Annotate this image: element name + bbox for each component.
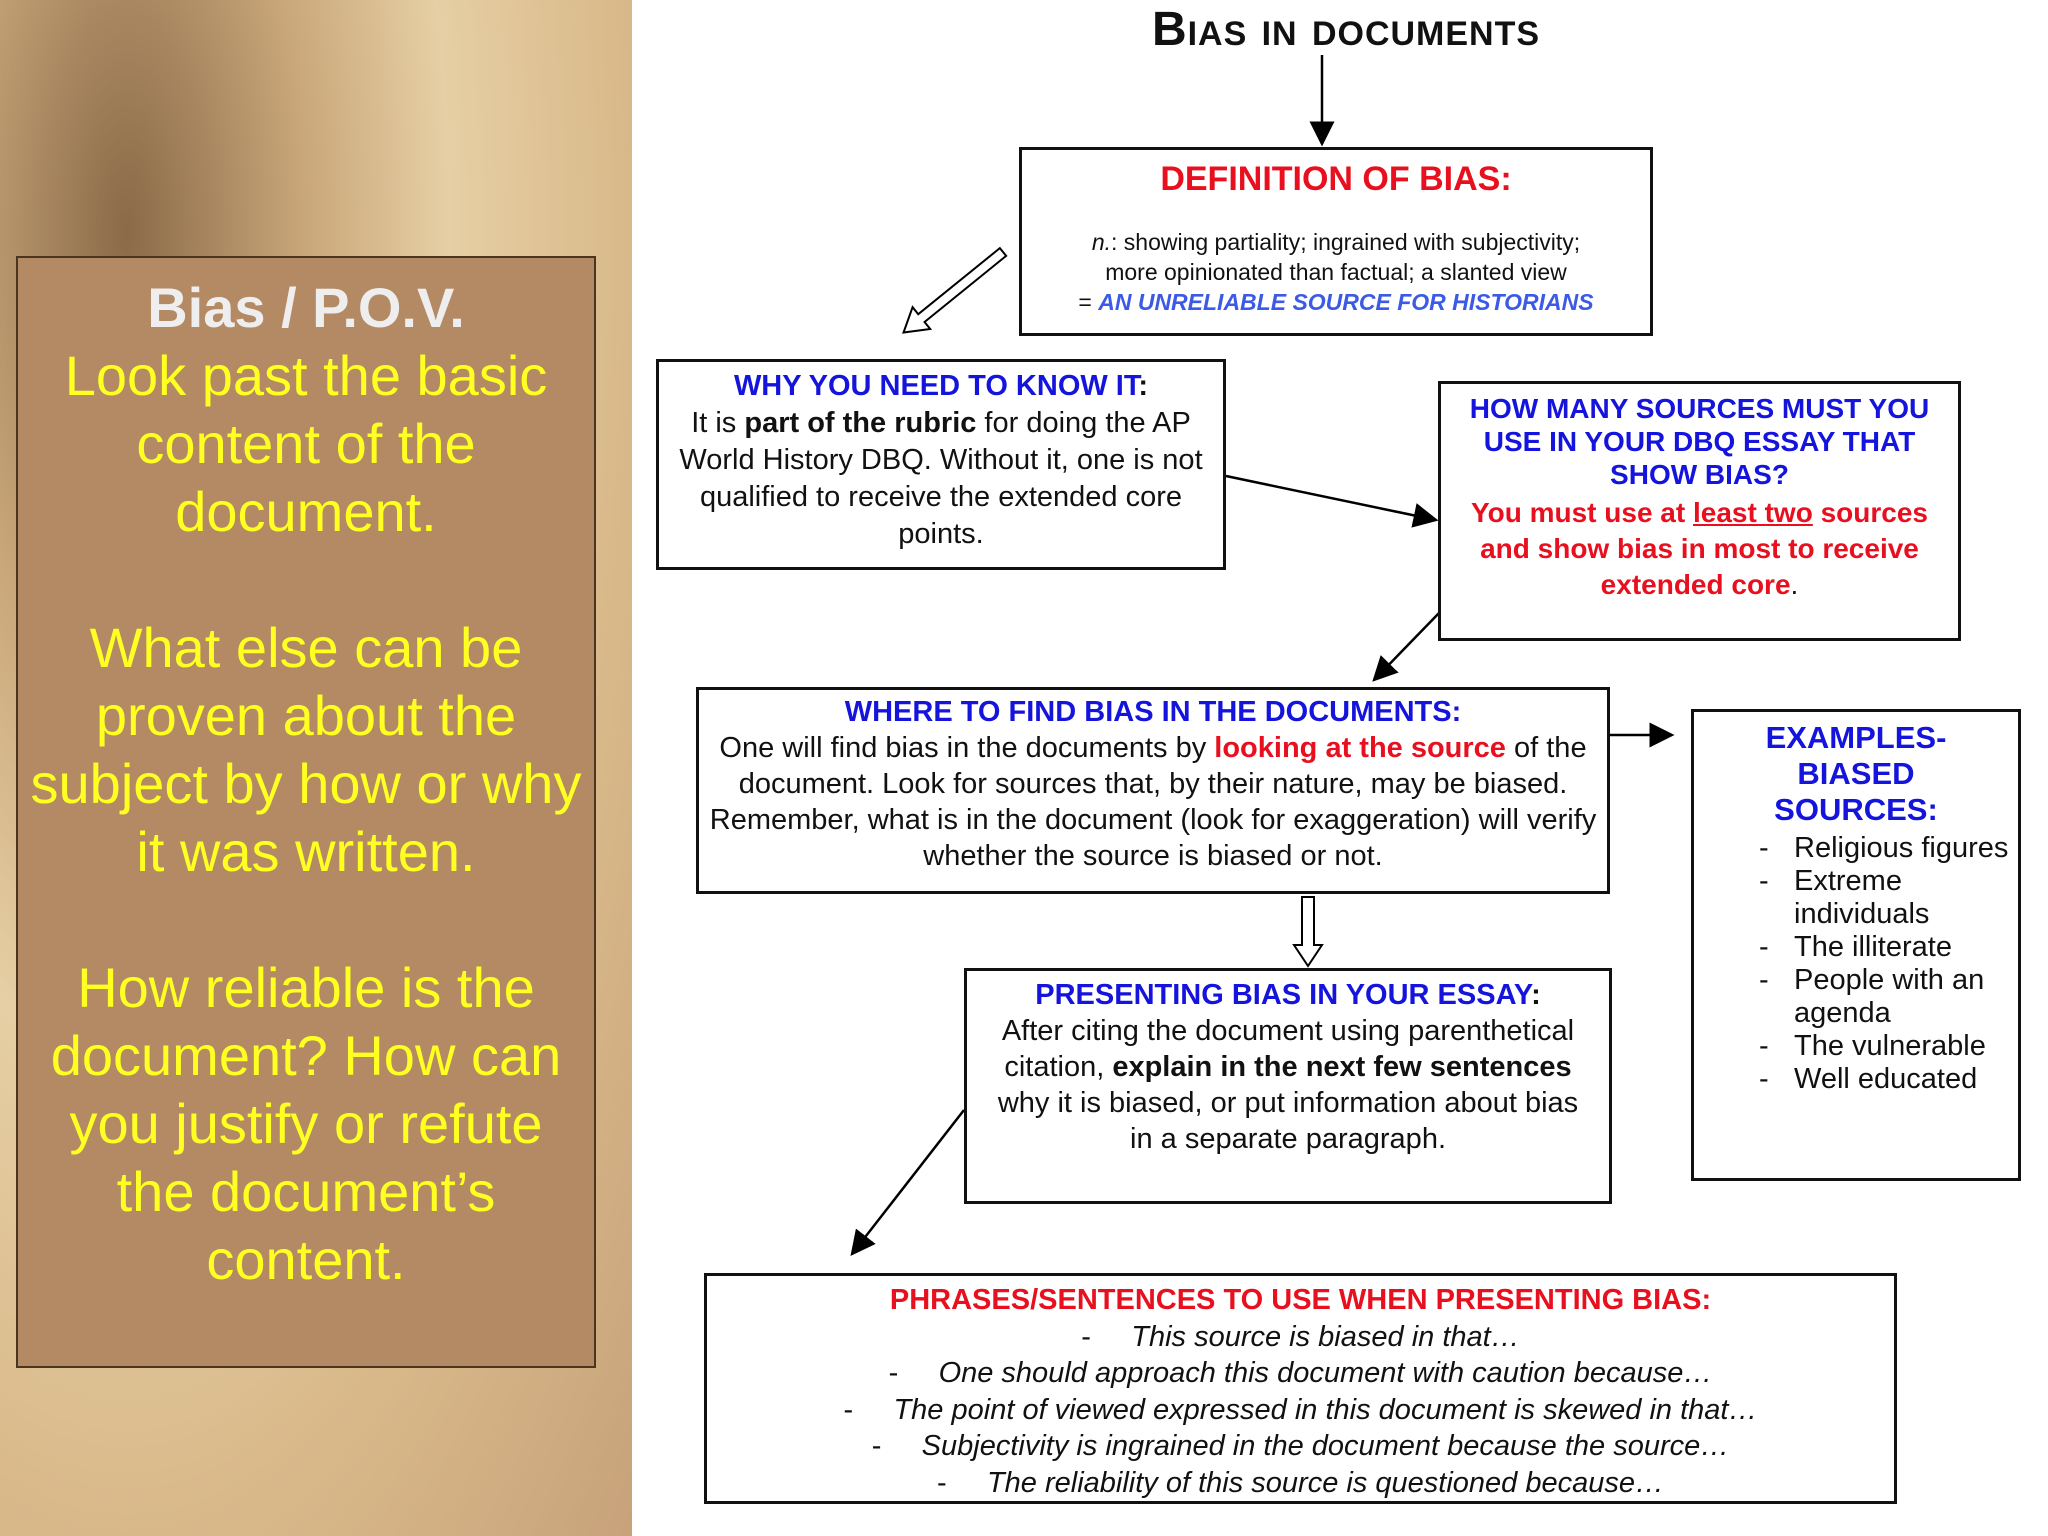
bullet-dash: - [1759, 931, 1769, 963]
panel-text-3: How reliable is the document? How can you justify or refute the document’s content. [50, 956, 562, 1291]
example-text: The illiterate [1794, 931, 1952, 963]
where-text-2: of the document. Look for sources that, by their nature, may be biased. Remember, what is in the document (look for exaggeration) will verify whether the source is biased or not. [709, 732, 1597, 872]
phrase-text: The point of viewed expressed in this document is skewed in that… [893, 1393, 1758, 1426]
bullet-dash: - [871, 1430, 922, 1462]
example-item [1694, 1063, 2018, 1096]
where-box [696, 687, 1610, 894]
bullet-dash: - [937, 1466, 987, 1499]
arrow-why-to-howmany [1226, 476, 1436, 520]
phrase-text: One should approach this document with caution because… [938, 1357, 1713, 1389]
bullet-dash: - [888, 1357, 939, 1389]
definition-box [1019, 147, 1653, 336]
phrase-text: The reliability of this source is questioned because… [986, 1466, 1664, 1499]
example-item [1694, 1030, 2018, 1063]
bullet-dash: - [1759, 1030, 1769, 1062]
phrase-item [707, 1428, 1894, 1465]
example-text: Religious figures [1794, 832, 2009, 864]
why-heading: WHY YOU NEED TO KNOW IT [733, 370, 1139, 402]
examples-heading: EXAMPLES- BIASED SOURCES: [1765, 720, 1947, 827]
examples-list [1694, 832, 2018, 1096]
example-item [1694, 865, 2018, 931]
example-item [1694, 931, 2018, 964]
example-text: The vulnerable [1794, 1030, 1986, 1062]
where-highlight: looking at the source [1214, 732, 1506, 764]
presenting-heading: PRESENTING BIAS IN YOUR ESSAY [1035, 979, 1532, 1011]
presenting-text-2: why it is biased, or put information about bias in a separate paragraph. [997, 1087, 1579, 1155]
phrase-item [707, 1355, 1894, 1392]
why-colon: : [1138, 370, 1149, 402]
panel-text-2: What else can be proven about the subject by how or why it was written. [30, 616, 582, 883]
arrow-presenting-to-phrases [852, 1110, 964, 1254]
phrase-item [707, 1465, 1894, 1502]
definition-text-2: more opinionated than factual; a slanted view [1105, 259, 1567, 285]
where-heading: WHERE TO FIND BIAS IN THE DOCUMENTS: [844, 696, 1462, 728]
why-text-1: It is [691, 407, 745, 439]
how-many-answer-2: sources and show bias in most to receive extended core [1480, 497, 1928, 600]
how-many-box [1438, 381, 1961, 641]
presenting-colon: : [1531, 979, 1541, 1011]
why-box [656, 359, 1226, 570]
phrases-box [704, 1273, 1897, 1504]
examples-box [1691, 709, 2021, 1181]
hollow-arrow-to-presenting [1294, 897, 1322, 966]
page-title: Bias in documents [1151, 3, 1541, 56]
how-many-dot: . [1790, 569, 1799, 600]
phrase-text: Subjectivity is ingrained in the document because the source… [921, 1430, 1730, 1462]
bullet-dash: - [1759, 964, 1769, 996]
bullet-dash: - [1759, 832, 1769, 864]
how-many-question: HOW MANY SOURCES MUST YOU USE IN YOUR DBQ ESSAY THAT SHOW BIAS? [1469, 393, 1930, 490]
panel-heading: Bias / P.O.V. [147, 276, 465, 339]
how-many-answer-1: You must use at [1471, 497, 1693, 528]
hollow-arrow-to-why [895, 241, 1012, 343]
presenting-box [964, 968, 1612, 1204]
where-text-1: One will find bias in the documents by [719, 732, 1215, 764]
definition-text-1: : showing partiality; ingrained with subjectivity; [1111, 229, 1581, 255]
phrase-text: This source is biased in that… [1131, 1320, 1520, 1353]
bullet-dash: - [1081, 1320, 1132, 1353]
bullet-dash: - [1759, 1063, 1769, 1095]
why-bold: part of the rubric [744, 407, 977, 439]
example-text: People with an agenda [1794, 964, 1985, 1029]
how-many-answer-underlined: least two [1692, 497, 1813, 528]
phrase-item [707, 1319, 1894, 1356]
presenting-text-1: After citing the document using parenthetical citation, [1001, 1015, 1575, 1083]
arrow-howmany-to-where [1374, 612, 1440, 680]
definition-emphasis: AN UNRELIABLE SOURCE FOR HISTORIANS [1098, 289, 1594, 315]
phrases-heading: PHRASES/SENTENCES TO USE WHEN PRESENTING BIAS: [889, 1284, 1712, 1316]
definition-abbr: n. [1091, 229, 1111, 255]
example-item [1694, 832, 2018, 865]
definition-heading: DEFINITION OF BIAS: [1160, 160, 1512, 198]
definition-eq: = [1078, 289, 1099, 315]
why-text-2: for doing the AP World History DBQ. Without it, one is not qualified to receive the extended core points. [679, 407, 1203, 550]
example-text: Extreme individuals [1794, 865, 1930, 930]
bullet-dash: - [843, 1393, 894, 1426]
phrase-item [707, 1392, 1894, 1429]
presenting-bold: explain in the next few sentences [1112, 1051, 1572, 1083]
phrases-list [707, 1319, 1894, 1502]
example-item [1694, 964, 2018, 1030]
bullet-dash: - [1759, 865, 1769, 897]
panel-text-1: Look past the basic content of the document. [64, 344, 548, 543]
example-text: Well educated [1794, 1063, 1978, 1095]
